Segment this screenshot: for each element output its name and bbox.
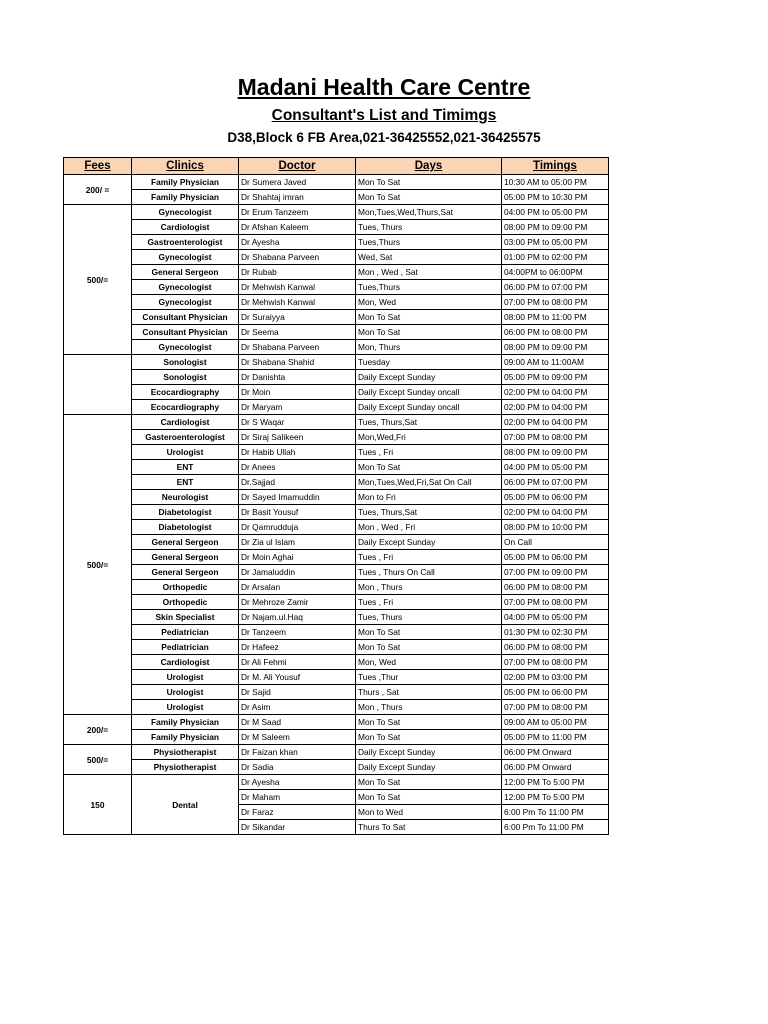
timings-cell: 06:00 PM Onward (502, 760, 609, 775)
clinic-cell: Family Physician (132, 175, 239, 190)
fee-cell (64, 355, 132, 415)
clinic-cell: Family Physician (132, 730, 239, 745)
clinic-cell: Gynecologist (132, 280, 239, 295)
days-cell: Mon , Wed , Sat (356, 265, 502, 280)
clinic-cell: Cardiologist (132, 655, 239, 670)
doctor-cell: Dr S Waqar (239, 415, 356, 430)
days-cell: Mon,Tues,Wed,Thurs,Sat (356, 205, 502, 220)
column-header-timings: Timings (502, 158, 609, 175)
doctor-cell: Dr Basit Yousuf (239, 505, 356, 520)
timings-cell: 06:00 PM to 07:00 PM (502, 475, 609, 490)
days-cell: Mon To Sat (356, 460, 502, 475)
timings-cell: 04:00 PM to 05:00 PM (502, 460, 609, 475)
days-cell: Mon , Thurs (356, 580, 502, 595)
days-cell: Mon, Wed (356, 655, 502, 670)
days-cell: Tues, Thurs,Sat (356, 505, 502, 520)
days-cell: Thurs To Sat (356, 820, 502, 835)
doctor-cell: Dr Sajid (239, 685, 356, 700)
days-cell: Mon , Wed , Fri (356, 520, 502, 535)
doctor-cell: Dr Jamaluddin (239, 565, 356, 580)
clinic-cell: Physiotherapist (132, 760, 239, 775)
days-cell: Tues , Thurs On Call (356, 565, 502, 580)
days-cell: Daily Except Sunday (356, 760, 502, 775)
table-row (64, 400, 609, 415)
days-cell: Daily Except Sunday oncall (356, 400, 502, 415)
timings-cell: 05:00 PM to 06:00 PM (502, 490, 609, 505)
days-cell: Tues, Thurs (356, 610, 502, 625)
table-row (64, 340, 609, 355)
timings-cell: 05:00 PM to 06:00 PM (502, 685, 609, 700)
doctor-cell: Dr Ayesha (239, 235, 356, 250)
table-row (64, 295, 609, 310)
doctor-cell: Dr Suraiyya (239, 310, 356, 325)
doctor-cell: Dr Danishta (239, 370, 356, 385)
clinic-cell: Gasteroenterologist (132, 430, 239, 445)
doctor-cell: Dr Erum Tanzeem (239, 205, 356, 220)
clinic-cell: Gynecologist (132, 250, 239, 265)
days-cell: Mon,Wed,Fri (356, 430, 502, 445)
table-row (64, 355, 609, 370)
doctor-cell: Dr Seema (239, 325, 356, 340)
doctor-cell: Dr Asim (239, 700, 356, 715)
table-row (64, 385, 609, 400)
clinic-cell: Family Physician (132, 190, 239, 205)
consultant-schedule-table (63, 157, 609, 835)
clinic-cell: Gynecologist (132, 295, 239, 310)
table-row (64, 550, 609, 565)
table-row (64, 265, 609, 280)
timings-cell: 06:00 PM to 08:00 PM (502, 325, 609, 340)
table-row (64, 775, 609, 790)
clinic-cell: Diabetologist (132, 520, 239, 535)
clinic-cell: Sonologist (132, 355, 239, 370)
days-cell: Mon To Sat (356, 310, 502, 325)
timings-cell: 02:00 PM to 04:00 PM (502, 505, 609, 520)
clinic-cell: Gynecologist (132, 340, 239, 355)
doctor-cell: Dr.Sajjad (239, 475, 356, 490)
timings-cell: 02:00 PM to 04:00 PM (502, 385, 609, 400)
doctor-cell: Dr Maham (239, 790, 356, 805)
clinic-cell: Urologist (132, 685, 239, 700)
doctor-cell: Dr Maryam (239, 400, 356, 415)
table-row (64, 175, 609, 190)
timings-cell: 06:00 PM Onward (502, 745, 609, 760)
table-row (64, 430, 609, 445)
table-row (64, 415, 609, 430)
clinic-cell: Diabetologist (132, 505, 239, 520)
timings-cell: 06:00 PM to 07:00 PM (502, 280, 609, 295)
table-row (64, 580, 609, 595)
doctor-cell: Dr Ayesha (239, 775, 356, 790)
timings-cell: 10:30 AM to 05:00 PM (502, 175, 609, 190)
clinic-cell: Cardiologist (132, 220, 239, 235)
table-row (64, 760, 609, 775)
table-row (64, 220, 609, 235)
document-subtitle: Consultant's List and Timimgs (271, 107, 497, 124)
clinic-cell: Urologist (132, 700, 239, 715)
doctor-cell: Dr Mehwish Kanwal (239, 280, 356, 295)
clinic-cell: ENT (132, 460, 239, 475)
doctor-cell: Dr Sadia (239, 760, 356, 775)
timings-cell: 02:00 PM to 04:00 PM (502, 415, 609, 430)
days-cell: Daily Except Sunday (356, 745, 502, 760)
doctor-cell: Dr Faizan khan (239, 745, 356, 760)
timings-cell: 08:00 PM to 10:00 PM (502, 520, 609, 535)
days-cell: Mon To Sat (356, 715, 502, 730)
doctor-cell: Dr Afshan Kaleem (239, 220, 356, 235)
fee-cell: 500/= (64, 205, 132, 355)
doctor-cell: Dr Mehwish Kanwal (239, 295, 356, 310)
table-header-row (64, 158, 609, 175)
doctor-cell: Dr Sikandar (239, 820, 356, 835)
days-cell: Mon to Fri (356, 490, 502, 505)
timings-cell: 04:00 PM to 05:00 PM (502, 205, 609, 220)
doctor-cell: Dr Sayed Imamuddin (239, 490, 356, 505)
doctor-cell: Dr Rubab (239, 265, 356, 280)
days-cell: Tues , Fri (356, 595, 502, 610)
clinic-cell: Consultant Physician (132, 325, 239, 340)
timings-cell: 07:00 PM to 08:00 PM (502, 295, 609, 310)
timings-cell: 05:00 PM to 11:00 PM (502, 730, 609, 745)
doctor-cell: Dr Moin (239, 385, 356, 400)
clinic-cell: Pediatrician (132, 640, 239, 655)
table-row (64, 280, 609, 295)
days-cell: Tues,Thurs (356, 235, 502, 250)
doctor-cell: Dr Faraz (239, 805, 356, 820)
table-row (64, 490, 609, 505)
table-row (64, 190, 609, 205)
days-cell: Tues ,Thur (356, 670, 502, 685)
days-cell: Tues,Thurs (356, 280, 502, 295)
table-row (64, 685, 609, 700)
days-cell: Tues , Fri (356, 445, 502, 460)
timings-cell: On Call (502, 535, 609, 550)
timings-cell: 08:00 PM to 09:00 PM (502, 445, 609, 460)
clinic-cell: Family Physician (132, 715, 239, 730)
timings-cell: 6:00 Pm To 11:00 PM (502, 805, 609, 820)
timings-cell: 05:00 PM to 10:30 PM (502, 190, 609, 205)
days-cell: Thurs , Sat (356, 685, 502, 700)
clinic-cell: Ecocardiography (132, 400, 239, 415)
fee-cell: 500/= (64, 415, 132, 715)
timings-cell: 04:00 PM to 05:00 PM (502, 610, 609, 625)
clinic-cell: Urologist (132, 445, 239, 460)
clinic-cell: Dental (132, 775, 239, 835)
timings-cell: 12:00 PM To 5:00 PM (502, 790, 609, 805)
timings-cell: 05:00 PM to 06:00 PM (502, 550, 609, 565)
doctor-cell: Dr Shahtaj imran (239, 190, 356, 205)
doctor-cell: Dr Zia ul Islam (239, 535, 356, 550)
table-row (64, 250, 609, 265)
timings-cell: 01:00 PM to 02:00 PM (502, 250, 609, 265)
days-cell: Tues, Thurs,Sat (356, 415, 502, 430)
doctor-cell: Dr Anees (239, 460, 356, 475)
timings-cell: 02:00 PM to 03:00 PM (502, 670, 609, 685)
clinic-cell: ENT (132, 475, 239, 490)
days-cell: Mon To Sat (356, 325, 502, 340)
doctor-cell: Dr Shabana Shahid (239, 355, 356, 370)
clinic-cell: General Sergeon (132, 535, 239, 550)
clinic-cell: Consultant Physician (132, 310, 239, 325)
days-cell: Mon To Sat (356, 775, 502, 790)
timings-cell: 09:00 AM to 05:00 PM (502, 715, 609, 730)
doctor-cell: Dr Sumera Javed (239, 175, 356, 190)
table-row (64, 475, 609, 490)
table-row (64, 235, 609, 250)
days-cell: Mon, Wed (356, 295, 502, 310)
clinic-cell: Skin Specialist (132, 610, 239, 625)
table-row (64, 460, 609, 475)
address-line: D38,Block 6 FB Area,021-36425552,021-36425575 (227, 130, 541, 145)
table-row (64, 205, 609, 220)
table-row (64, 505, 609, 520)
timings-cell: 08:00 PM to 09:00 PM (502, 220, 609, 235)
column-header-fees: Fees (64, 158, 132, 175)
doctor-cell: Dr Shabana Parveen (239, 340, 356, 355)
clinic-cell: General Sergeon (132, 265, 239, 280)
table-row (64, 640, 609, 655)
doctor-cell: Dr Arsalan (239, 580, 356, 595)
doctor-cell: Dr Najam.ul.Haq (239, 610, 356, 625)
clinic-cell: Gynecologist (132, 205, 239, 220)
column-header-doctor: Doctor (239, 158, 356, 175)
days-cell: Tues , Fri (356, 550, 502, 565)
doctor-cell: Dr Siraj Salikeen (239, 430, 356, 445)
doctor-cell: Dr Ali Fehmi (239, 655, 356, 670)
days-cell: Mon To Sat (356, 190, 502, 205)
table-row (64, 325, 609, 340)
days-cell: Mon To Sat (356, 730, 502, 745)
timings-cell: 06:00 PM to 08:00 PM (502, 640, 609, 655)
fee-cell: 150 (64, 775, 132, 835)
fee-cell: 200/ = (64, 175, 132, 205)
doctor-cell: Dr Tanzeem (239, 625, 356, 640)
timings-cell: 08:00 PM to 09:00 PM (502, 340, 609, 355)
doctor-cell: Dr M Saad (239, 715, 356, 730)
days-cell: Tuesday (356, 355, 502, 370)
clinic-cell: Urologist (132, 670, 239, 685)
timings-cell: 07:00 PM to 08:00 PM (502, 595, 609, 610)
clinic-cell: Gastroenterologist (132, 235, 239, 250)
clinic-cell: General Sergeon (132, 550, 239, 565)
table-body (64, 175, 609, 835)
timings-cell: 07:00 PM to 08:00 PM (502, 655, 609, 670)
timings-cell: 05:00 PM to 09:00 PM (502, 370, 609, 385)
timings-cell: 07:00 PM to 09:00 PM (502, 565, 609, 580)
days-cell: Mon to Wed (356, 805, 502, 820)
document-title: Madani Health Care Centre (237, 74, 531, 100)
days-cell: Mon To Sat (356, 640, 502, 655)
timings-cell: 03:00 PM to 05:00 PM (502, 235, 609, 250)
timings-cell: 06:00 PM to 08:00 PM (502, 580, 609, 595)
timings-cell: 01:30 PM to 02:30 PM (502, 625, 609, 640)
table-row (64, 370, 609, 385)
table-row (64, 565, 609, 580)
clinic-cell: Physiotherapist (132, 745, 239, 760)
days-cell: Mon To Sat (356, 625, 502, 640)
table-row (64, 715, 609, 730)
table-row (64, 655, 609, 670)
table-row (64, 730, 609, 745)
table-row (64, 700, 609, 715)
doctor-cell: Dr Habib Ullah (239, 445, 356, 460)
clinic-cell: General Sergeon (132, 565, 239, 580)
timings-cell: 04:00PM to 06:00PM (502, 265, 609, 280)
clinic-cell: Orthopedic (132, 580, 239, 595)
table-row (64, 445, 609, 460)
clinic-cell: Orthopedic (132, 595, 239, 610)
table-row (64, 745, 609, 760)
table-row (64, 670, 609, 685)
days-cell: Daily Except Sunday (356, 535, 502, 550)
column-header-clinics: Clinics (132, 158, 239, 175)
doctor-cell: Dr Mehroze Zamir (239, 595, 356, 610)
fee-cell: 500/= (64, 745, 132, 775)
doctor-cell: Dr M. Ali Yousuf (239, 670, 356, 685)
days-cell: Wed, Sat (356, 250, 502, 265)
timings-cell: 6:00 Pm To 11:00 PM (502, 820, 609, 835)
clinic-cell: Ecocardiography (132, 385, 239, 400)
timings-cell: 07:00 PM to 08:00 PM (502, 430, 609, 445)
timings-cell: 08:00 PM to 11:00 PM (502, 310, 609, 325)
table-row (64, 625, 609, 640)
days-cell: Tues, Thurs (356, 220, 502, 235)
clinic-cell: Pediatrician (132, 625, 239, 640)
days-cell: Daily Except Sunday (356, 370, 502, 385)
timings-cell: 12:00 PM To 5:00 PM (502, 775, 609, 790)
days-cell: Mon To Sat (356, 175, 502, 190)
clinic-cell: Neurologist (132, 490, 239, 505)
doctor-cell: Dr Shabana Parveen (239, 250, 356, 265)
days-cell: Mon,Tues,Wed,Fri,Sat On Call (356, 475, 502, 490)
table-row (64, 520, 609, 535)
clinic-cell: Cardiologist (132, 415, 239, 430)
table-row (64, 535, 609, 550)
table-row (64, 310, 609, 325)
table-row (64, 595, 609, 610)
clinic-cell: Sonologist (132, 370, 239, 385)
table-row (64, 610, 609, 625)
column-header-days: Days (356, 158, 502, 175)
days-cell: Daily Except Sunday oncall (356, 385, 502, 400)
doctor-cell: Dr Hafeez (239, 640, 356, 655)
doctor-cell: Dr Moin Aghai (239, 550, 356, 565)
fee-cell: 200/= (64, 715, 132, 745)
days-cell: Mon To Sat (356, 790, 502, 805)
days-cell: Mon , Thurs (356, 700, 502, 715)
doctor-cell: Dr M Saleem (239, 730, 356, 745)
timings-cell: 02:00 PM to 04:00 PM (502, 400, 609, 415)
timings-cell: 09:00 AM to 11:00AM (502, 355, 609, 370)
days-cell: Mon, Thurs (356, 340, 502, 355)
timings-cell: 07:00 PM to 08:00 PM (502, 700, 609, 715)
doctor-cell: Dr Qamrudduja (239, 520, 356, 535)
